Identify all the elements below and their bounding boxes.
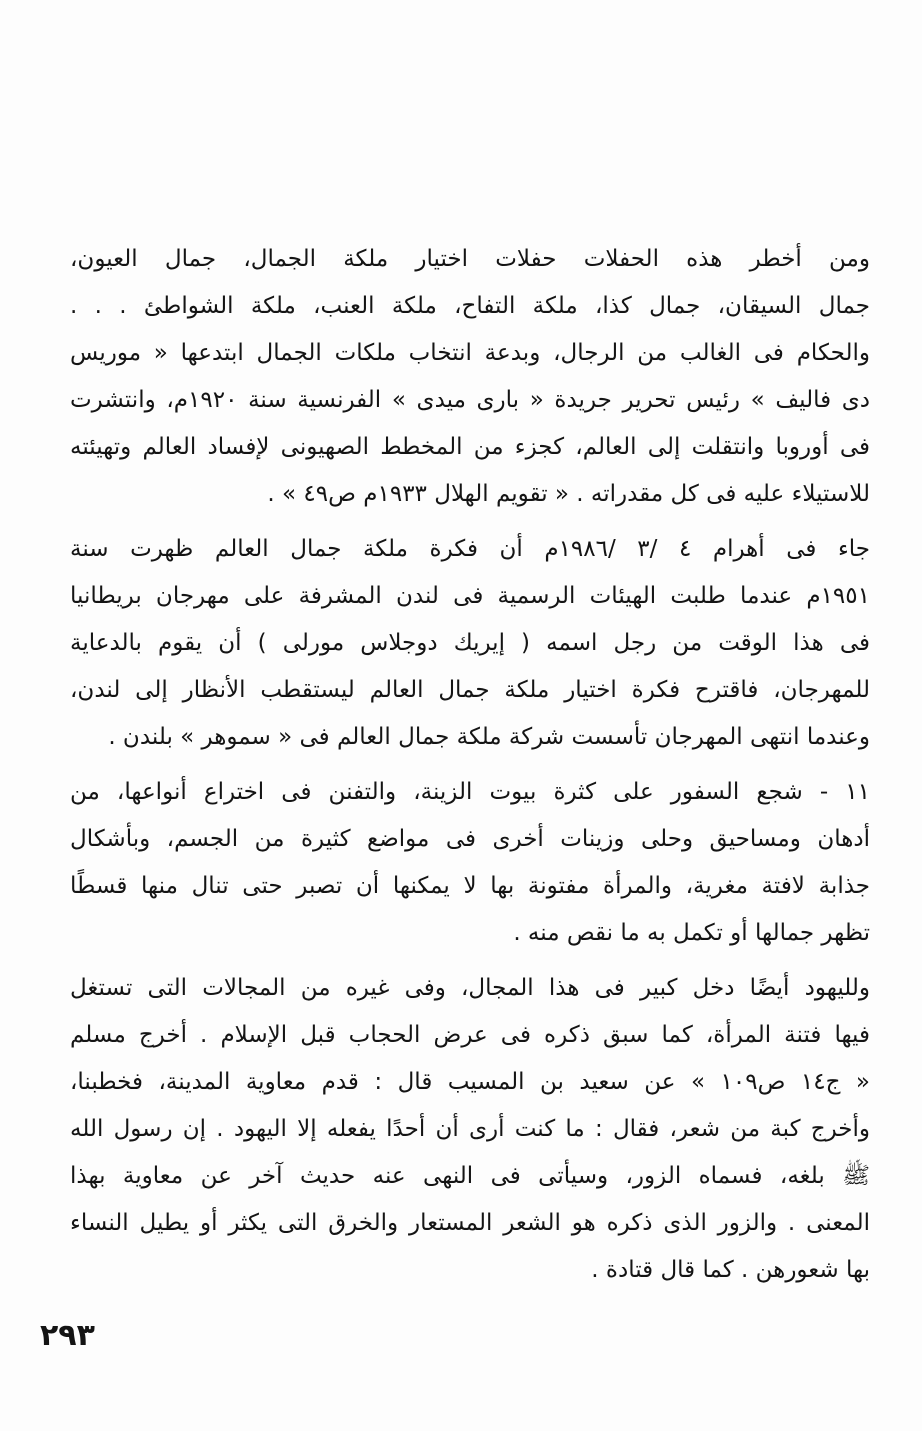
text-line: أدهان ومساحيق وحلى وزينات أخرى فى مواضع كثيرة من الجسم، وبأشكال: [70, 826, 870, 852]
text-line: فى هذا الوقت من رجل اسمه ( إيريك دوجلاس مورلى ) أن يقوم بالدعاية: [70, 630, 870, 656]
text-line: « ج١٤ ص١٠٩ » عن سعيد بن المسيب قال : قدم معاوية المدينة، فخطبنا،: [70, 1069, 871, 1095]
page-number: ٢٩٣: [40, 1318, 95, 1353]
body-text: [70, 236, 870, 1294]
paragraph-miss-world: [70, 526, 870, 761]
text-line: تظهر جمالها أو تكمل به ما نقص منه .: [513, 920, 870, 946]
text-line: دى فاليف » رئيس تحرير جريدة « بارى ميدى » الفرنسية سنة ١٩٢٠م، وانتشرت: [70, 387, 870, 413]
text-line: بها شعورهن . كما قال قتادة .: [591, 1257, 870, 1283]
text-line: ١١ - شجع السفور على كثرة بيوت الزينة، والتفنن فى اختراع أنواعها، من: [70, 779, 870, 805]
text-line: فى أوروبا وانتقلت إلى العالم، كجزء من المخطط الصهيونى لإفساد العالم وتهيئته: [70, 434, 870, 460]
text-line: للاستيلاء عليه فى كل مقدراته . « تقويم الهلال ١٩٣٣م ص٤٩ » .: [267, 481, 870, 507]
text-line: جمال السيقان، جمال كذا، ملكة التفاح، ملكة العنب، ملكة الشواطئ . . .: [70, 293, 870, 319]
text-line: ومن أخطر هذه الحفلات حفلات اختيار ملكة الجمال، جمال العيون،: [70, 246, 870, 272]
text-line: وأخرج كبة من شعر، فقال : ما كنت أرى أن أحدًا يفعله إلا اليهود . إن رسول الله: [70, 1116, 870, 1142]
paragraph-beauty-pageants: [70, 236, 870, 518]
text-line: ١٩٥١م عندما طلبت الهيئات الرسمية فى لندن المشرفة على مهرجان بريطانيا: [70, 583, 870, 609]
text-line: فيها فتنة المرأة، كما سبق ذكره فى عرض الحجاب قبل الإسلام . أخرج مسلم: [70, 1022, 870, 1048]
text-line: وعندما انتهى المهرجان تأسست شركة ملكة جمال العالم فى « سموهر » بلندن .: [108, 724, 870, 750]
text-line: ولليهود أيضًا دخل كبير فى هذا المجال، وفى غيره من المجالات التى تستغل: [70, 975, 870, 1001]
text-line: المعنى . والزور الذى ذكره هو الشعر المستعار والخرق التى يكثر أو يطيل النساء: [70, 1210, 870, 1236]
text-line: جاء فى أهرام ٤ /٣ /١٩٨٦م أن فكرة ملكة جمال العالم ظهرت سنة: [70, 536, 870, 562]
text-line: والحكام فى الغالب من الرجال، وبدعة انتخاب ملكات الجمال ابتدعها « موريس: [70, 340, 870, 366]
text-line: للمهرجان، فاقترح فكرة اختيار ملكة جمال العالم ليستقطب الأنظار إلى لندن،: [70, 677, 870, 703]
text-line: ﷺ بلغه، فسماه الزور، وسيأتى فى النهى عنه حديث آخر عن معاوية بهذا: [70, 1163, 870, 1189]
paragraph-jews-role: [70, 965, 870, 1294]
text-line: جذابة لافتة مغرية، والمرأة مفتونة بها لا يمكنها أن تصبر حتى تنال منها قسطًا: [70, 873, 870, 899]
paragraph-item-11: [70, 769, 870, 957]
